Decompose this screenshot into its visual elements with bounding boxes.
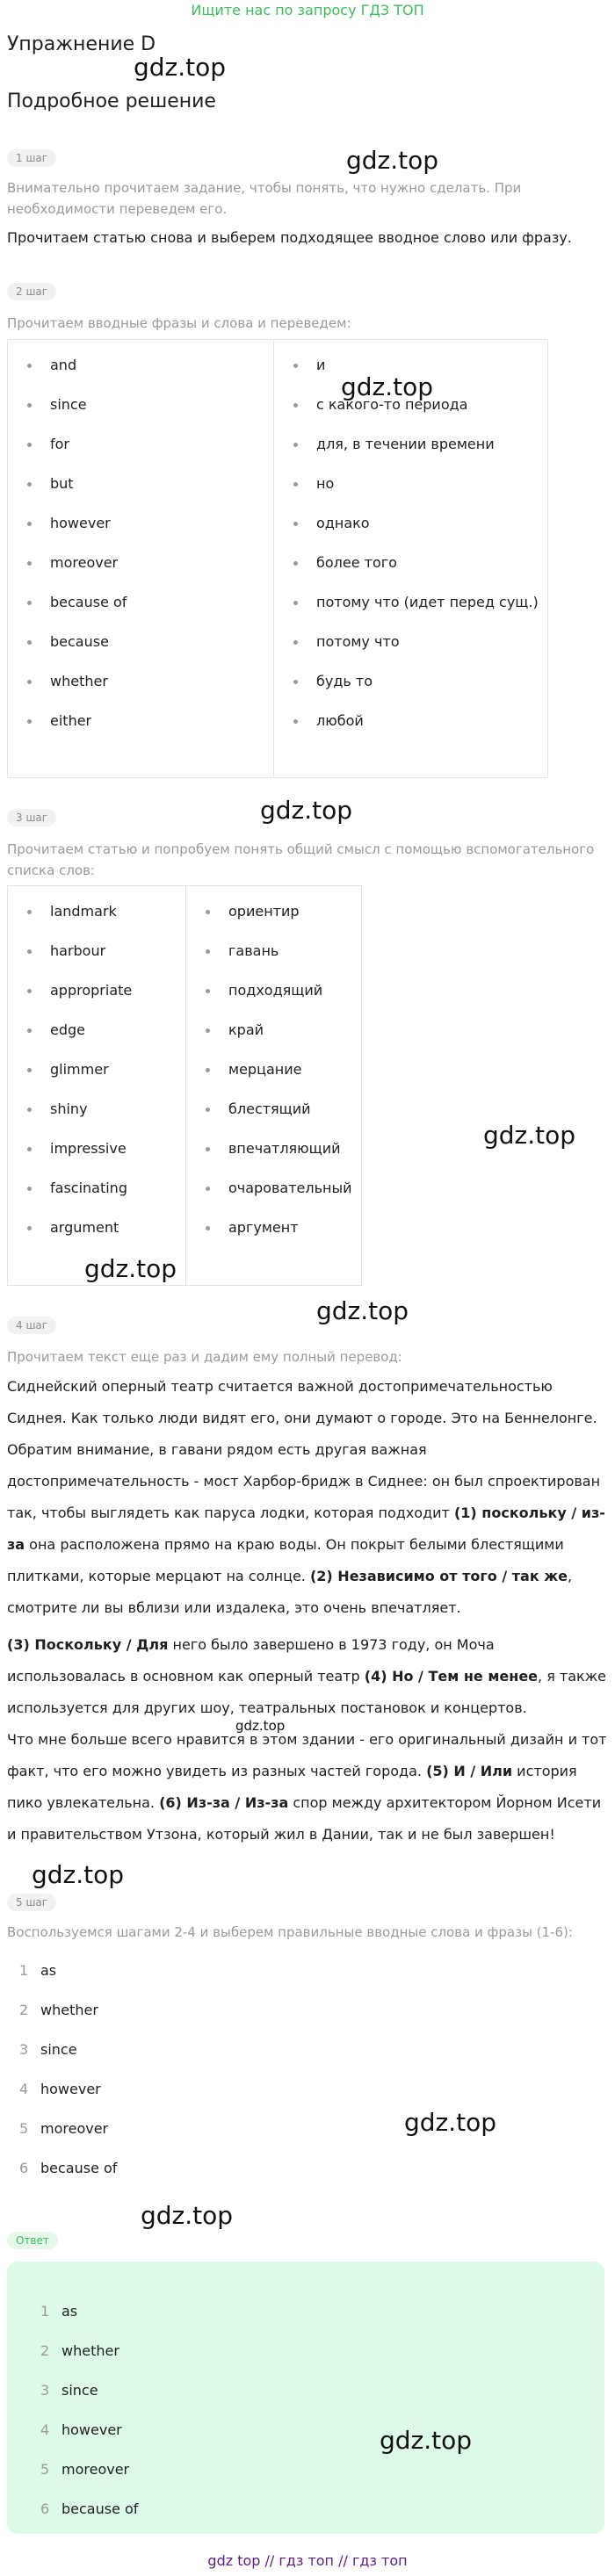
item-number: 1 bbox=[40, 2303, 50, 2320]
watermark: gdz.top bbox=[32, 1860, 125, 1889]
item-text: whether bbox=[40, 2002, 98, 2018]
watermark: gdz.top bbox=[316, 1296, 409, 1325]
step-5-item bbox=[19, 2157, 371, 2197]
item-number: 5 bbox=[40, 2461, 50, 2478]
step-5-note: Воспользуемся шагами 2-4 и выберем правильные вводные слова и фразы (1-6): bbox=[7, 1924, 573, 1940]
translation-paragraph-3: Что мне больше всего нравится в этом здании - его оригинальный дизайн и тот факт, что его можно увидеть из разных частей города. (5) И / Или история пико увлекательна. (6) Из-за / Из-за спор между архитектором Йорном Исети и правительством Утзона, который жил в Дании, так и не был завершен! bbox=[7, 1731, 607, 1843]
intro-words-table bbox=[7, 339, 548, 778]
item-number: 4 bbox=[19, 2081, 29, 2097]
watermark: gdz.top bbox=[341, 372, 434, 401]
translation-item: и bbox=[293, 354, 539, 393]
translation-item: но bbox=[293, 473, 539, 512]
item-number: 2 bbox=[19, 2002, 29, 2018]
step-4-badge: 4 шаг bbox=[7, 1317, 56, 1334]
item-text: since bbox=[62, 2382, 98, 2399]
answer-item bbox=[40, 2419, 392, 2458]
answer-item bbox=[40, 2300, 392, 2340]
english-word-item: for bbox=[27, 433, 264, 473]
item-text: because of bbox=[62, 2500, 139, 2517]
vocabulary-word-item: shiny bbox=[27, 1098, 177, 1137]
vocabulary-translation-item: очаровательный bbox=[206, 1177, 352, 1216]
vocabulary-word-item: fascinating bbox=[27, 1177, 177, 1216]
step-5-item bbox=[19, 2078, 371, 2118]
item-number: 6 bbox=[19, 2160, 29, 2176]
answer-box bbox=[7, 2262, 604, 2534]
translation-item: однако bbox=[293, 512, 539, 552]
item-text: moreover bbox=[40, 2120, 109, 2137]
step-3-badge: 3 шаг bbox=[7, 809, 56, 826]
english-word-item: because bbox=[27, 631, 264, 670]
answer-badge: Ответ bbox=[7, 2232, 58, 2249]
watermark: gdz.top bbox=[380, 2426, 473, 2455]
translation-item: с какого-то периода bbox=[293, 393, 539, 433]
watermark: gdz.top bbox=[141, 2201, 234, 2230]
watermark: gdz.top bbox=[235, 1718, 286, 1734]
answer-item bbox=[40, 2379, 392, 2419]
translation-paragraph-2: (3) Поскольку / Для него было завершено в 1973 году, он Моча использовалась в основном как оперный театр (4) Но / Тем не менее, я также используется для других шоу, театральных постановок и концертов. bbox=[7, 1636, 606, 1716]
item-text: moreover bbox=[62, 2461, 130, 2478]
item-number: 1 bbox=[19, 1962, 29, 1979]
translation-item: для, в течении времени bbox=[293, 433, 539, 473]
vocabulary-word-item: landmark bbox=[27, 900, 177, 940]
item-text: however bbox=[62, 2421, 122, 2438]
step-3-note: Прочитаем статью и попробуем понять общий смысл с помощью вспомогательного списка слов: bbox=[7, 841, 595, 878]
step-5-list bbox=[19, 1959, 371, 2197]
solution-subtitle: Подробное решение bbox=[7, 90, 216, 112]
vocabulary-translation-item: край bbox=[206, 1019, 352, 1058]
item-text: because of bbox=[40, 2160, 118, 2176]
item-number: 3 bbox=[19, 2041, 29, 2058]
english-word-item: either bbox=[27, 710, 264, 749]
translation-item: любой bbox=[293, 710, 539, 749]
answer-item bbox=[40, 2458, 392, 2498]
vocabulary-table bbox=[7, 885, 362, 1286]
step-5-item bbox=[19, 2038, 371, 2078]
vocabulary-word-item: edge bbox=[27, 1019, 177, 1058]
vocabulary-translation-item: впечатляющий bbox=[206, 1137, 352, 1177]
english-word-item: moreover bbox=[27, 552, 264, 591]
vocabulary-translation-item: гавань bbox=[206, 940, 352, 979]
watermark: gdz.top bbox=[404, 2108, 497, 2137]
english-word-item: because of bbox=[27, 591, 264, 631]
item-text: since bbox=[40, 2041, 77, 2058]
item-number: 3 bbox=[40, 2382, 50, 2399]
russian-translations-list bbox=[293, 354, 539, 749]
translation-item: потому что (идет перед сущ.) bbox=[293, 591, 539, 631]
english-word-item: however bbox=[27, 512, 264, 552]
translation-paragraph-1: Сиднейский оперный театр считается важной достопримечательностью Сиднея. Как только люди видят его, они думают о городе. Это на Беннелонге. Обратим внимание, в гавани рядом есть другая важная достопримечательность - мост Харбор-бридж в Сиднее: он был спроектирован так, чтобы выглядеть как паруса лодки, которая подходит (1) поскольку / из-за она расположена прямо на краю воды. Он покрыт белыми блестящими плитками, которые мерцают на солнце. (2) Независимо от того / так же, смотрите ли вы вблизи или издалека, это очень впечатляет. bbox=[7, 1378, 605, 1616]
answer-item bbox=[40, 2498, 392, 2537]
english-word-item: since bbox=[27, 393, 264, 433]
vocabulary-translation-item: аргумент bbox=[206, 1216, 352, 1256]
vocabulary-russian-list bbox=[206, 900, 352, 1256]
watermark: gdz.top bbox=[346, 146, 439, 175]
vocabulary-english-list bbox=[27, 900, 177, 1256]
english-word-item: and bbox=[27, 354, 264, 393]
item-number: 4 bbox=[40, 2421, 50, 2438]
step-4-note: Прочитаем текст еще раз и дадим ему полный перевод: bbox=[7, 1349, 402, 1365]
footer-links[interactable]: gdz top // гдз топ // гдз топ bbox=[207, 2552, 408, 2569]
watermark: gdz.top bbox=[483, 1121, 576, 1150]
step-1-note: Внимательно прочитаем задание, чтобы понять, что нужно сделать. При необходимости переведем его. bbox=[7, 180, 522, 217]
answer-item bbox=[40, 2340, 392, 2379]
vocabulary-translation-item: подходящий bbox=[206, 979, 352, 1019]
translation-item: потому что bbox=[293, 631, 539, 670]
answer-list bbox=[40, 2300, 392, 2537]
step-5-item bbox=[19, 1999, 371, 2038]
vocabulary-translation-item: мерцание bbox=[206, 1058, 352, 1098]
watermark: gdz.top bbox=[260, 796, 353, 825]
step-5-item bbox=[19, 2118, 371, 2157]
item-number: 6 bbox=[40, 2500, 50, 2517]
english-word-item: whether bbox=[27, 670, 264, 710]
vocabulary-word-item: argument bbox=[27, 1216, 177, 1256]
exercise-title: Упражнение D bbox=[7, 33, 156, 55]
translation-item: будь то bbox=[293, 670, 539, 710]
solution-page bbox=[0, 33, 615, 112]
item-number: 5 bbox=[19, 2120, 29, 2137]
vocabulary-word-item: appropriate bbox=[27, 979, 177, 1019]
item-text: as bbox=[62, 2303, 78, 2320]
watermark: gdz.top bbox=[134, 53, 227, 82]
item-number: 2 bbox=[40, 2342, 50, 2359]
english-word-item: but bbox=[27, 473, 264, 512]
vocabulary-word-item: glimmer bbox=[27, 1058, 177, 1098]
vocabulary-word-item: harbour bbox=[27, 940, 177, 979]
full-translation bbox=[7, 1371, 608, 1851]
translation-item: более того bbox=[293, 552, 539, 591]
english-words-list bbox=[27, 354, 264, 749]
item-text: as bbox=[40, 1962, 57, 1979]
vocabulary-translation-item: ориентир bbox=[206, 900, 352, 940]
watermark: gdz.top bbox=[84, 1254, 177, 1283]
top-banner[interactable]: Ищите нас по запросу ГДЗ ТОП bbox=[191, 2, 424, 18]
item-text: however bbox=[40, 2081, 101, 2097]
step-2-badge: 2 шаг bbox=[7, 283, 56, 300]
step-1-text: Прочитаем статью снова и выберем подходящее вводное слово или фразу. bbox=[7, 229, 572, 246]
step-5-item bbox=[19, 1959, 371, 1999]
vocabulary-word-item: impressive bbox=[27, 1137, 177, 1177]
step-5-badge: 5 шаг bbox=[7, 1894, 56, 1911]
step-2-note: Прочитаем вводные фразы и слова и переведем: bbox=[7, 315, 351, 331]
item-text: whether bbox=[62, 2342, 119, 2359]
step-1-badge: 1 шаг bbox=[7, 149, 56, 167]
vocabulary-translation-item: блестящий bbox=[206, 1098, 352, 1137]
